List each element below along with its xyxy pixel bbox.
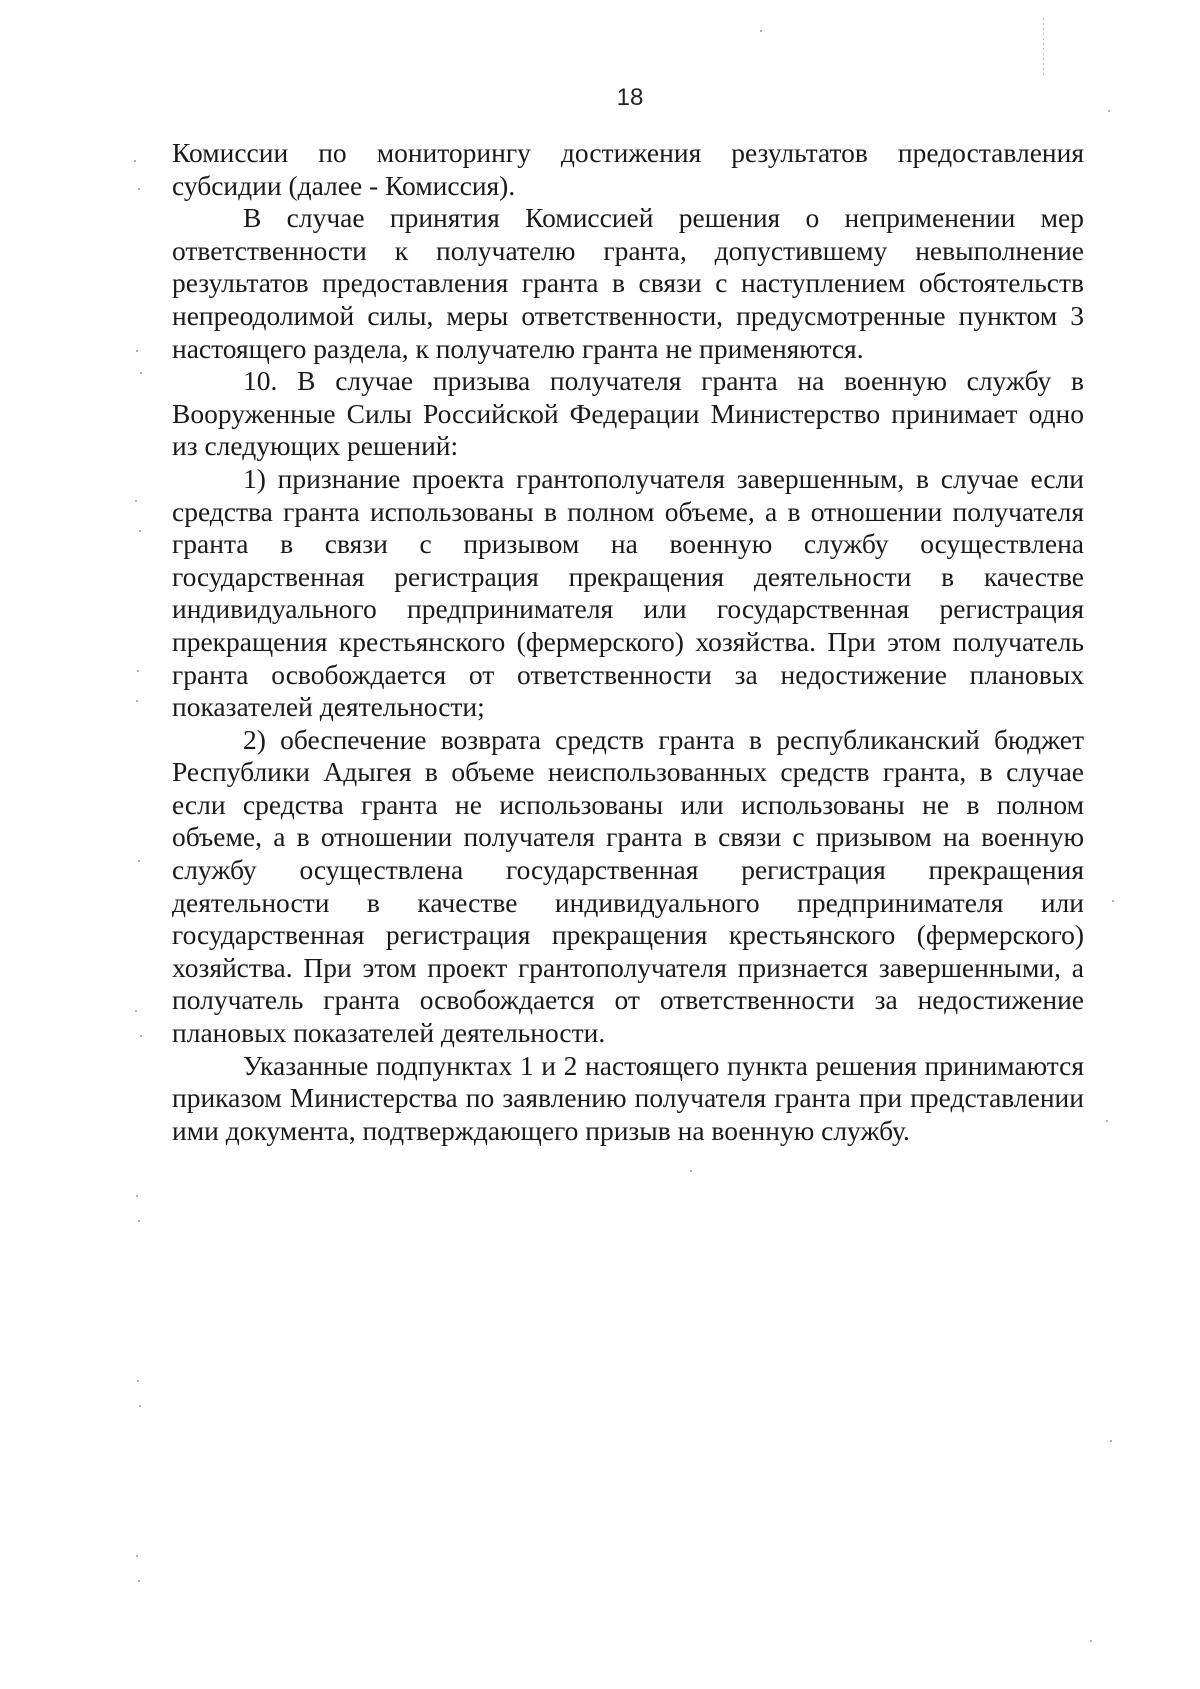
scan-speck bbox=[136, 1555, 138, 1557]
scan-speck bbox=[1112, 900, 1114, 902]
document-body bbox=[172, 137, 1084, 1147]
scan-artifact-line bbox=[1043, 18, 1044, 76]
scan-speck bbox=[136, 1195, 138, 1197]
scan-speck bbox=[690, 1170, 692, 1172]
scan-speck bbox=[136, 350, 138, 352]
scan-speck bbox=[1108, 110, 1110, 112]
paragraph-item-10: 10. В случае призыва получателя гранта на военную службу в Вооруженные Силы Российской Федерации Министерство принимает одно из следующих решений: bbox=[172, 365, 1084, 462]
scan-speck bbox=[1106, 1120, 1108, 1122]
scan-speck bbox=[135, 1010, 137, 1012]
scan-speck bbox=[134, 160, 136, 162]
scan-speck bbox=[138, 1580, 140, 1582]
paragraph-subitem-1: 1) признание проекта грантополучателя завершенным, в случае если средства гранта использованы в полном объеме, а в отношении получателя гранта в связи с призывом на военную службу осуществлена государственная регистрация прекращения деятельности в качестве индивидуального предпринимателя или государственная регистрация прекращения крестьянского (фермерского) хозяйства. При этом получатель гранта освобождается от ответственности за недостижение плановых показателей деятельности; bbox=[172, 462, 1084, 723]
paragraph-decisions-order: Указанные подпунктах 1 и 2 настоящего пункта решения принимаются приказом Министерства по заявлению получателя гранта при представлении ими документа, подтверждающего призыв на военную службу. bbox=[172, 1049, 1084, 1146]
scan-speck bbox=[138, 860, 140, 862]
scan-speck bbox=[138, 1220, 140, 1222]
scan-speck bbox=[137, 1380, 139, 1382]
scan-speck bbox=[137, 670, 139, 672]
scan-speck bbox=[136, 700, 138, 702]
paragraph-continuation: Комиссии по мониторингу достижения результатов предоставления субсидии (далее - Комиссия). bbox=[172, 137, 1084, 201]
page-number: 18 bbox=[616, 84, 644, 111]
paragraph-commission-decision: В случае принятия Комиссией решения о неприменении мер ответственности к получателю гранта, допустившему невыполнение результатов предоставления гранта в связи с наступлением обстоятельств непреодолимой силы, меры ответственности, предусмотренные пунктом 3 настоящего раздела, к получателю гранта не применяются. bbox=[172, 202, 1084, 364]
scan-speck bbox=[1110, 1440, 1112, 1442]
scan-speck bbox=[135, 500, 137, 502]
scan-speck bbox=[139, 530, 141, 532]
scan-speck bbox=[760, 30, 762, 32]
scan-speck bbox=[139, 1405, 141, 1407]
scan-speck bbox=[140, 1035, 142, 1037]
scan-speck bbox=[140, 372, 142, 374]
scan-speck bbox=[138, 188, 140, 190]
scan-speck bbox=[1090, 1640, 1092, 1642]
paragraph-subitem-2: 2) обеспечение возврата средств гранта в республиканский бюджет Республики Адыгея в объеме неиспользованных средств гранта, в случае если средства гранта не использованы или использованы не в полном объеме, а в отношении получателя гранта в связи с призывом на военную службу осуществлена государственная регистрация прекращения деятельности в качестве индивидуального предпринимателя или государственная регистрация прекращения крестьянского (фермерского) хозяйства. При этом проект грантополучателя признается завершенными, а получатель гранта освобождается от ответственности за недостижение плановых показателей деятельности. bbox=[172, 723, 1084, 1049]
